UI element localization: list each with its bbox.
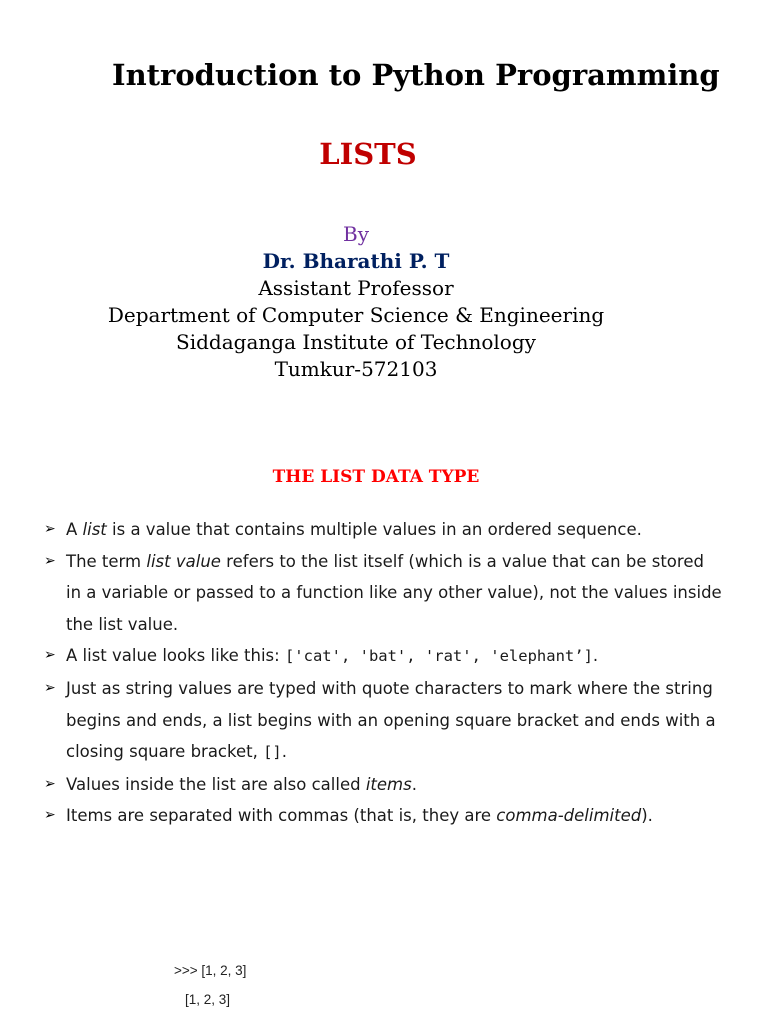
bullet-emphasis: comma-delimited (496, 806, 642, 826)
bullet-text: . (281, 742, 288, 762)
bullet-text: Items are separated with commas (that is, they are (66, 806, 497, 826)
inline-code: [] (263, 743, 282, 762)
bullet-text: . (592, 646, 599, 666)
author-position: Assistant Professor (258, 276, 454, 300)
inline-code: ['cat', 'bat', 'rat', 'elephant’] (284, 647, 593, 666)
author-name: Dr. Bharathi P. T (262, 249, 450, 273)
bullet-item (44, 673, 724, 769)
bullet-text: Just as string values are typed with quote characters to mark where the string begins and ends, a list begins with an opening square bracket and ends with a closing square bracket, (66, 678, 716, 762)
bullet-text: A (66, 520, 83, 539)
code-example-input: >>> [1, 2, 3] (174, 963, 247, 978)
bullet-emphasis: list value (146, 551, 221, 571)
bullet-item (44, 546, 724, 641)
section-heading: THE LIST DATA TYPE (272, 467, 480, 487)
bullet-text: ). (641, 806, 653, 826)
bullet-emphasis: items (365, 774, 412, 794)
arrow-bullet-icon: ➢ (44, 552, 56, 569)
arrow-bullet-icon: ➢ (44, 521, 56, 537)
bullet-item (44, 800, 724, 832)
arrow-bullet-icon: ➢ (44, 647, 56, 664)
arrow-bullet-icon: ➢ (44, 775, 56, 792)
by-label: By (343, 222, 369, 246)
author-institute: Siddaganga Institute of Technology (176, 330, 536, 354)
bullet-list (44, 514, 724, 832)
bullet-item (44, 514, 724, 546)
bullet-item (44, 769, 724, 801)
document-title: Introduction to Python Programming (112, 58, 720, 92)
bullet-item (44, 640, 724, 673)
arrow-bullet-icon: ➢ (44, 807, 56, 824)
bullet-text: The term (66, 551, 147, 571)
bullet-emphasis: list (82, 520, 107, 539)
bullet-text: A list value looks like this: (66, 646, 285, 666)
author-block (0, 221, 712, 383)
author-city: Tumkur-572103 (274, 357, 438, 381)
bullet-text: Values inside the list are also called (66, 774, 366, 794)
code-example-output: [1, 2, 3] (185, 992, 231, 1007)
author-department: Department of Computer Science & Engineering (107, 303, 605, 327)
bullet-text: refers to the list itself (which is a value that can be stored in a variable or passed to a function like any other value), not the values inside the list value. (66, 551, 722, 634)
bullet-text: . (411, 774, 417, 794)
bullet-text: is a value that contains multiple values in an ordered sequence. (106, 520, 642, 539)
arrow-bullet-icon: ➢ (44, 679, 56, 696)
document-subtitle: LISTS (319, 137, 417, 171)
